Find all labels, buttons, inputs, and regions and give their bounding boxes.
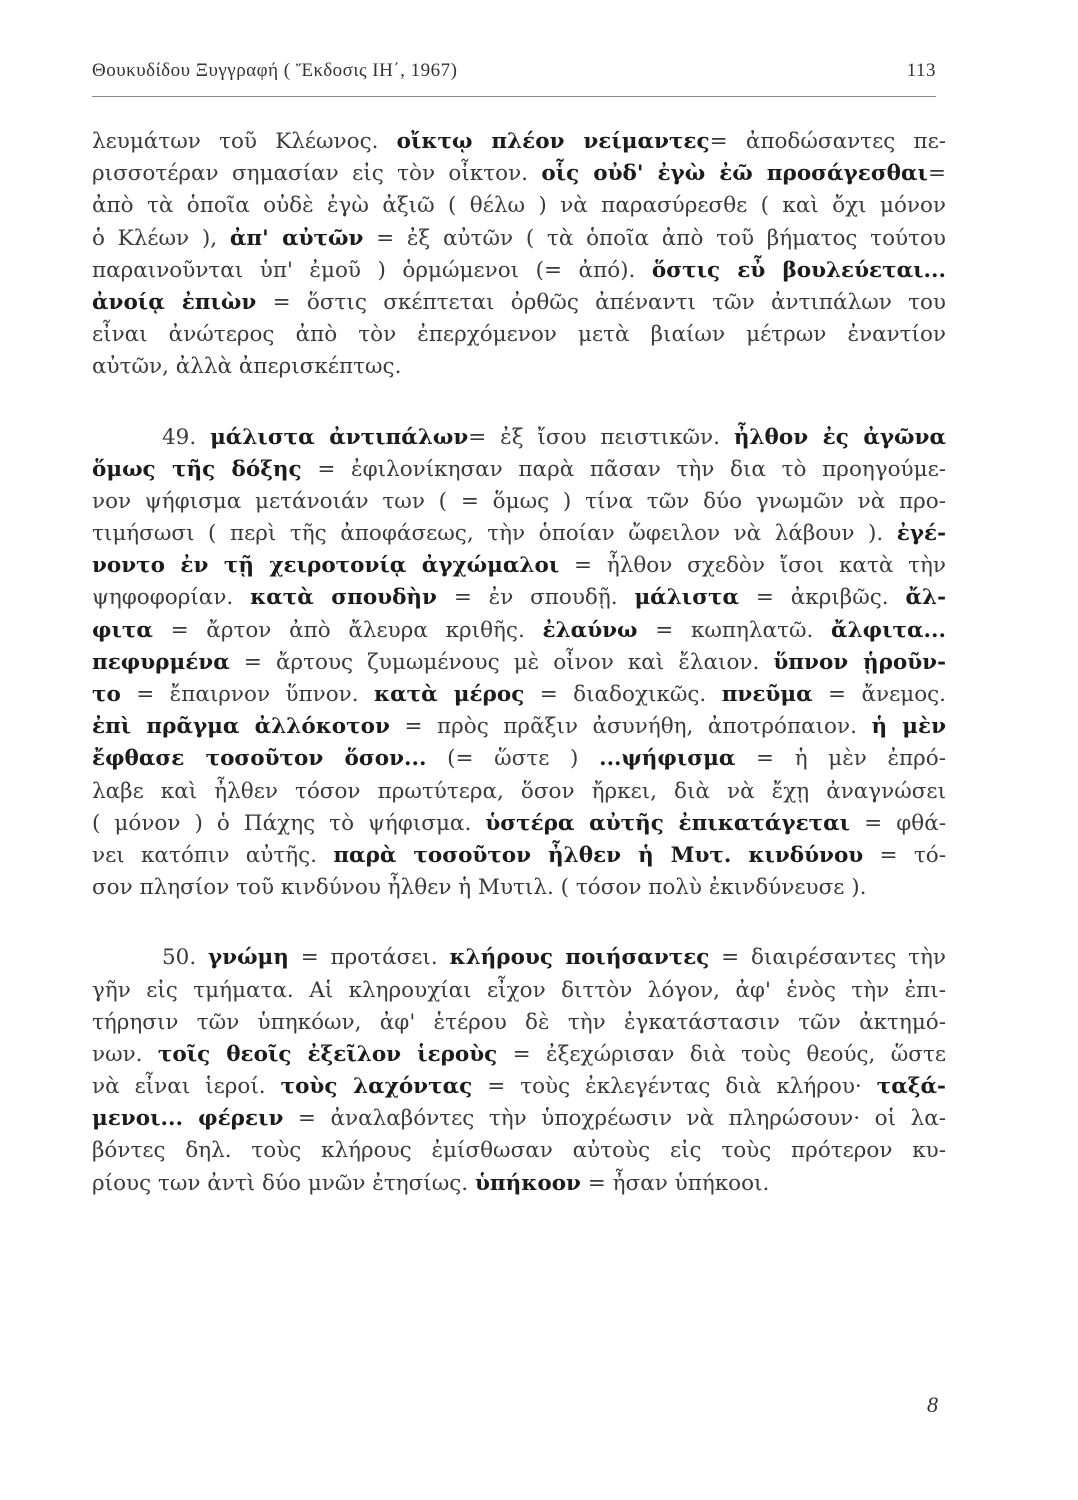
gloss: νει κατόπιν αὐτῆς. xyxy=(92,842,334,868)
text-line xyxy=(92,454,946,486)
gloss: = ἀκριβῶς. xyxy=(739,585,906,611)
commentary-text xyxy=(92,126,946,1200)
paragraph-gap xyxy=(92,384,946,422)
gloss: = ἦλθον σχεδὸν ἴσοι κατὰ τὴν xyxy=(559,553,947,579)
signature-mark: 8 xyxy=(927,1392,938,1417)
lemma: μενοι... φέρειν xyxy=(92,1106,284,1132)
lemma: τοῖς θεοῖς ἐξεῖλον ἱεροὺς xyxy=(157,1041,498,1067)
gloss: ὁ Κλέων ), xyxy=(92,225,230,251)
gloss: τιμήσωσι ( περὶ τῆς ἀποφάσεως, τὴν ὁποίαν ὤφειλον νὰ λάβουν ). xyxy=(92,521,897,547)
gloss: ψηφοφορίαν. xyxy=(92,585,251,611)
lemma: ἐγέ- xyxy=(896,521,946,547)
text-line xyxy=(92,942,946,974)
gloss: 50. xyxy=(162,945,208,971)
text-line xyxy=(92,1071,946,1103)
lemma: ὑστέρα αὐτῆς ἐπικατάγεται xyxy=(485,810,851,836)
text-line xyxy=(92,518,946,550)
lemma: ...ψήφισμα xyxy=(599,746,736,772)
paragraph xyxy=(92,942,946,1200)
text-line xyxy=(92,776,946,808)
lemma: το xyxy=(92,682,121,707)
lemma: ὅστις εὖ βουλεύεται... xyxy=(651,257,946,283)
gloss: = ἡ μὲν ἐπρό- xyxy=(735,746,946,772)
gloss: εἶναι ἀνώτερος ἀπὸ τὸν ἐπερχόμενον μετὰ βιαίων μέτρων ἐναντίον xyxy=(92,322,946,348)
gloss: παραινοῦνται ὑπ' ἐμοῦ ) ὁρμώμενοι (= ἀπό). xyxy=(92,257,652,283)
gloss: = πρὸς πρᾶξιν ἀσυνήθη, ἀποτρόπαιον. xyxy=(389,714,872,740)
text-line xyxy=(92,872,946,904)
text-line xyxy=(92,840,946,872)
lemma: ὅμως τῆς δόξης xyxy=(92,456,302,482)
gloss: νων. xyxy=(92,1041,158,1067)
gloss: βόντες δηλ. τοὺς κλήρους ἐμίσθωσαν αὐτοὺς εἰς τοὺς πρότερον κυ- xyxy=(92,1138,946,1164)
gloss: = ἐξ ἴσου πειστικῶν. xyxy=(468,424,734,450)
text-line xyxy=(92,255,946,287)
gloss: τήρησιν τῶν ὑπηκόων, ἀφ' ἑτέρου δὲ τὴν ἐγκατάστασιν τῶν ἀκτημό- xyxy=(92,1009,946,1035)
lemma: ἐλαύνω xyxy=(542,617,638,643)
gloss: λευμάτων τοῦ Κλέωνος. xyxy=(92,129,397,154)
text-line xyxy=(92,158,946,190)
gloss: αὐτῶν, ἀλλὰ ἀπερισκέπτως. xyxy=(92,354,402,380)
lemma: ἀπ' αὐτῶν xyxy=(229,225,364,251)
gloss: = ἄνεμος. xyxy=(812,682,947,707)
gloss: 49. xyxy=(162,424,211,450)
lemma: κατὰ μέρος xyxy=(374,682,525,707)
gloss: = ἐξεχώρισαν διὰ τοὺς θεούς, ὥστε xyxy=(497,1041,947,1067)
gloss: = xyxy=(927,161,946,187)
gloss: = τοὺς ἐκλεγέντας διὰ κλήρου· xyxy=(472,1074,877,1100)
lemma: μάλιστα xyxy=(634,585,740,611)
gloss: = ἔπαιρνον ὕπνον. xyxy=(120,682,374,707)
lemma: φιτα xyxy=(92,617,153,643)
lemma: ὕπνον ᾑροῦν- xyxy=(773,649,946,675)
lemma: οἴκτῳ πλέον νείμαντες xyxy=(396,129,710,154)
lemma: οἷς οὐδ' ἐγὼ ἐῶ προσάγεσθαι xyxy=(541,161,928,187)
gloss: = φθά- xyxy=(850,810,946,836)
gloss: = τό- xyxy=(863,842,946,868)
header-rule xyxy=(92,96,936,97)
lemma: ἡ μὲν xyxy=(871,714,947,740)
lemma: πνεῦμα xyxy=(721,682,813,707)
paragraph xyxy=(92,126,946,384)
text-line xyxy=(92,1007,946,1039)
gloss: νὰ εἶναι ἱεροί. xyxy=(92,1074,281,1100)
lemma: κλήρους ποιήσαντες xyxy=(449,945,710,971)
gloss: λαβε καὶ ἦλθεν τόσον πρωτύτερα, ὅσον ἤρκει, διὰ νὰ ἔχῃ ἀναγνώσει xyxy=(92,778,946,804)
gloss: νον ψήφισμα μετάνοιάν των ( = ὅμως ) τίνα τῶν δύο γνωμῶν νὰ προ- xyxy=(92,488,946,514)
running-head xyxy=(92,60,936,94)
text-line xyxy=(92,975,946,1007)
text-line xyxy=(92,743,946,775)
gloss: ρισσοτέραν σημασίαν εἰς τὸν οἶκτον. xyxy=(92,161,542,187)
gloss: (= ὥστε ) xyxy=(426,746,600,772)
gloss: ἀπὸ τὰ ὁποῖα οὐδὲ ἐγὼ ἀξιῶ ( θέλω ) νὰ παρασύρεσθε ( καὶ ὄχι μόνον xyxy=(92,193,946,219)
gloss: = ἀναλαβόντες τὴν ὑποχρέωσιν νὰ πληρώσουν· οἱ λα- xyxy=(283,1106,946,1132)
text-line xyxy=(92,679,946,711)
text-line xyxy=(92,550,946,582)
text-line xyxy=(92,486,946,518)
text-line xyxy=(92,647,946,679)
lemma: ὑπήκοον xyxy=(474,1170,581,1196)
lemma: πεφυρμένα xyxy=(92,649,230,675)
text-line xyxy=(92,808,946,840)
text-line xyxy=(92,582,946,614)
text-line xyxy=(92,1039,946,1071)
gloss: = ὅστις σκέπτεται ὀρθῶς ἀπέναντι τῶν ἀντιπάλων του xyxy=(256,289,947,315)
text-line xyxy=(92,422,946,454)
gloss: = κωπηλατῶ. xyxy=(637,617,832,643)
lemma: ταξά- xyxy=(876,1074,946,1100)
text-line xyxy=(92,287,946,319)
text-line xyxy=(92,126,946,158)
gloss: ρίους των ἀντὶ δύο μνῶν ἐτησίως. xyxy=(92,1170,475,1196)
text-line xyxy=(92,711,946,743)
lemma: ἀνοίᾳ ἐπιὼν xyxy=(92,289,257,315)
gloss: = ἐφιλονίκησαν παρὰ πᾶσαν τὴν δια τὸ προηγούμε- xyxy=(301,456,947,482)
lemma: ἄλφιτα... xyxy=(831,617,946,643)
gloss: = προτάσει. xyxy=(288,945,450,971)
text-line xyxy=(92,1168,946,1200)
gloss: σον πλησίον τοῦ κινδύνου ἦλθεν ἡ Μυτιλ. ( τόσον πολὺ ἐκινδύνευσε ). xyxy=(92,875,867,901)
gloss: = ἦσαν ὑπήκοοι. xyxy=(580,1170,770,1196)
paragraph xyxy=(92,422,946,905)
gloss: γῆν εἰς τμήματα. Αἱ κληρουχίαι εἶχον διττὸν λόγον, ἀφ' ἑνὸς τὴν ἐπι- xyxy=(92,977,946,1003)
gloss: = ἄρτον ἀπὸ ἄλευρα κριθῆς. xyxy=(152,617,543,643)
gloss: = ἐν σπουδῇ. xyxy=(436,585,635,611)
text-line xyxy=(92,190,946,222)
text-line xyxy=(92,1135,946,1167)
lemma: τοὺς λαχόντας xyxy=(280,1074,473,1100)
lemma: ἄλ- xyxy=(905,585,946,611)
gloss: = ἐξ αὐτῶν ( τὰ ὁποῖα ἀπὸ τοῦ βήματος τούτου xyxy=(363,225,946,251)
gloss: ( μόνον ) ὁ Πάχης τὸ ψήφισμα. xyxy=(92,810,486,836)
lemma: ἐπὶ πρᾶγμα ἀλλόκοτον xyxy=(92,714,390,740)
text-line xyxy=(92,319,946,351)
text-line xyxy=(92,1103,946,1135)
gloss: = διαδοχικῶς. xyxy=(524,682,722,707)
gloss: = διαιρέσαντες τὴν xyxy=(709,945,947,971)
lemma: μάλιστα ἀντιπάλων xyxy=(210,424,469,450)
text-line xyxy=(92,615,946,647)
page-number: 113 xyxy=(906,60,936,81)
lemma: ἔφθασε τοσοῦτον ὅσον... xyxy=(92,746,427,772)
running-head-title: Θουκυδίδου Ξυγγραφή ( Ἔκδοσις ΙΗ΄, 1967) xyxy=(92,60,458,81)
lemma: γνώμη xyxy=(207,945,289,971)
lemma: ἦλθον ἐς ἀγῶνα xyxy=(733,424,946,450)
lemma: παρὰ τοσοῦτον ἦλθεν ἡ Μυτ. κινδύνου xyxy=(333,842,864,868)
gloss: = ἄρτους ζυμωμένους μὲ οἶνον καὶ ἔλαιον. xyxy=(229,649,774,675)
lemma: νοντο ἐν τῇ χειροτονίᾳ ἀγχώμαλοι xyxy=(92,553,560,579)
gloss: = ἀποδώσαντες πε- xyxy=(709,129,947,154)
lemma: κατὰ σπουδὴν xyxy=(250,585,437,611)
text-line xyxy=(92,351,946,383)
paragraph-gap xyxy=(92,904,946,942)
text-line xyxy=(92,223,946,255)
